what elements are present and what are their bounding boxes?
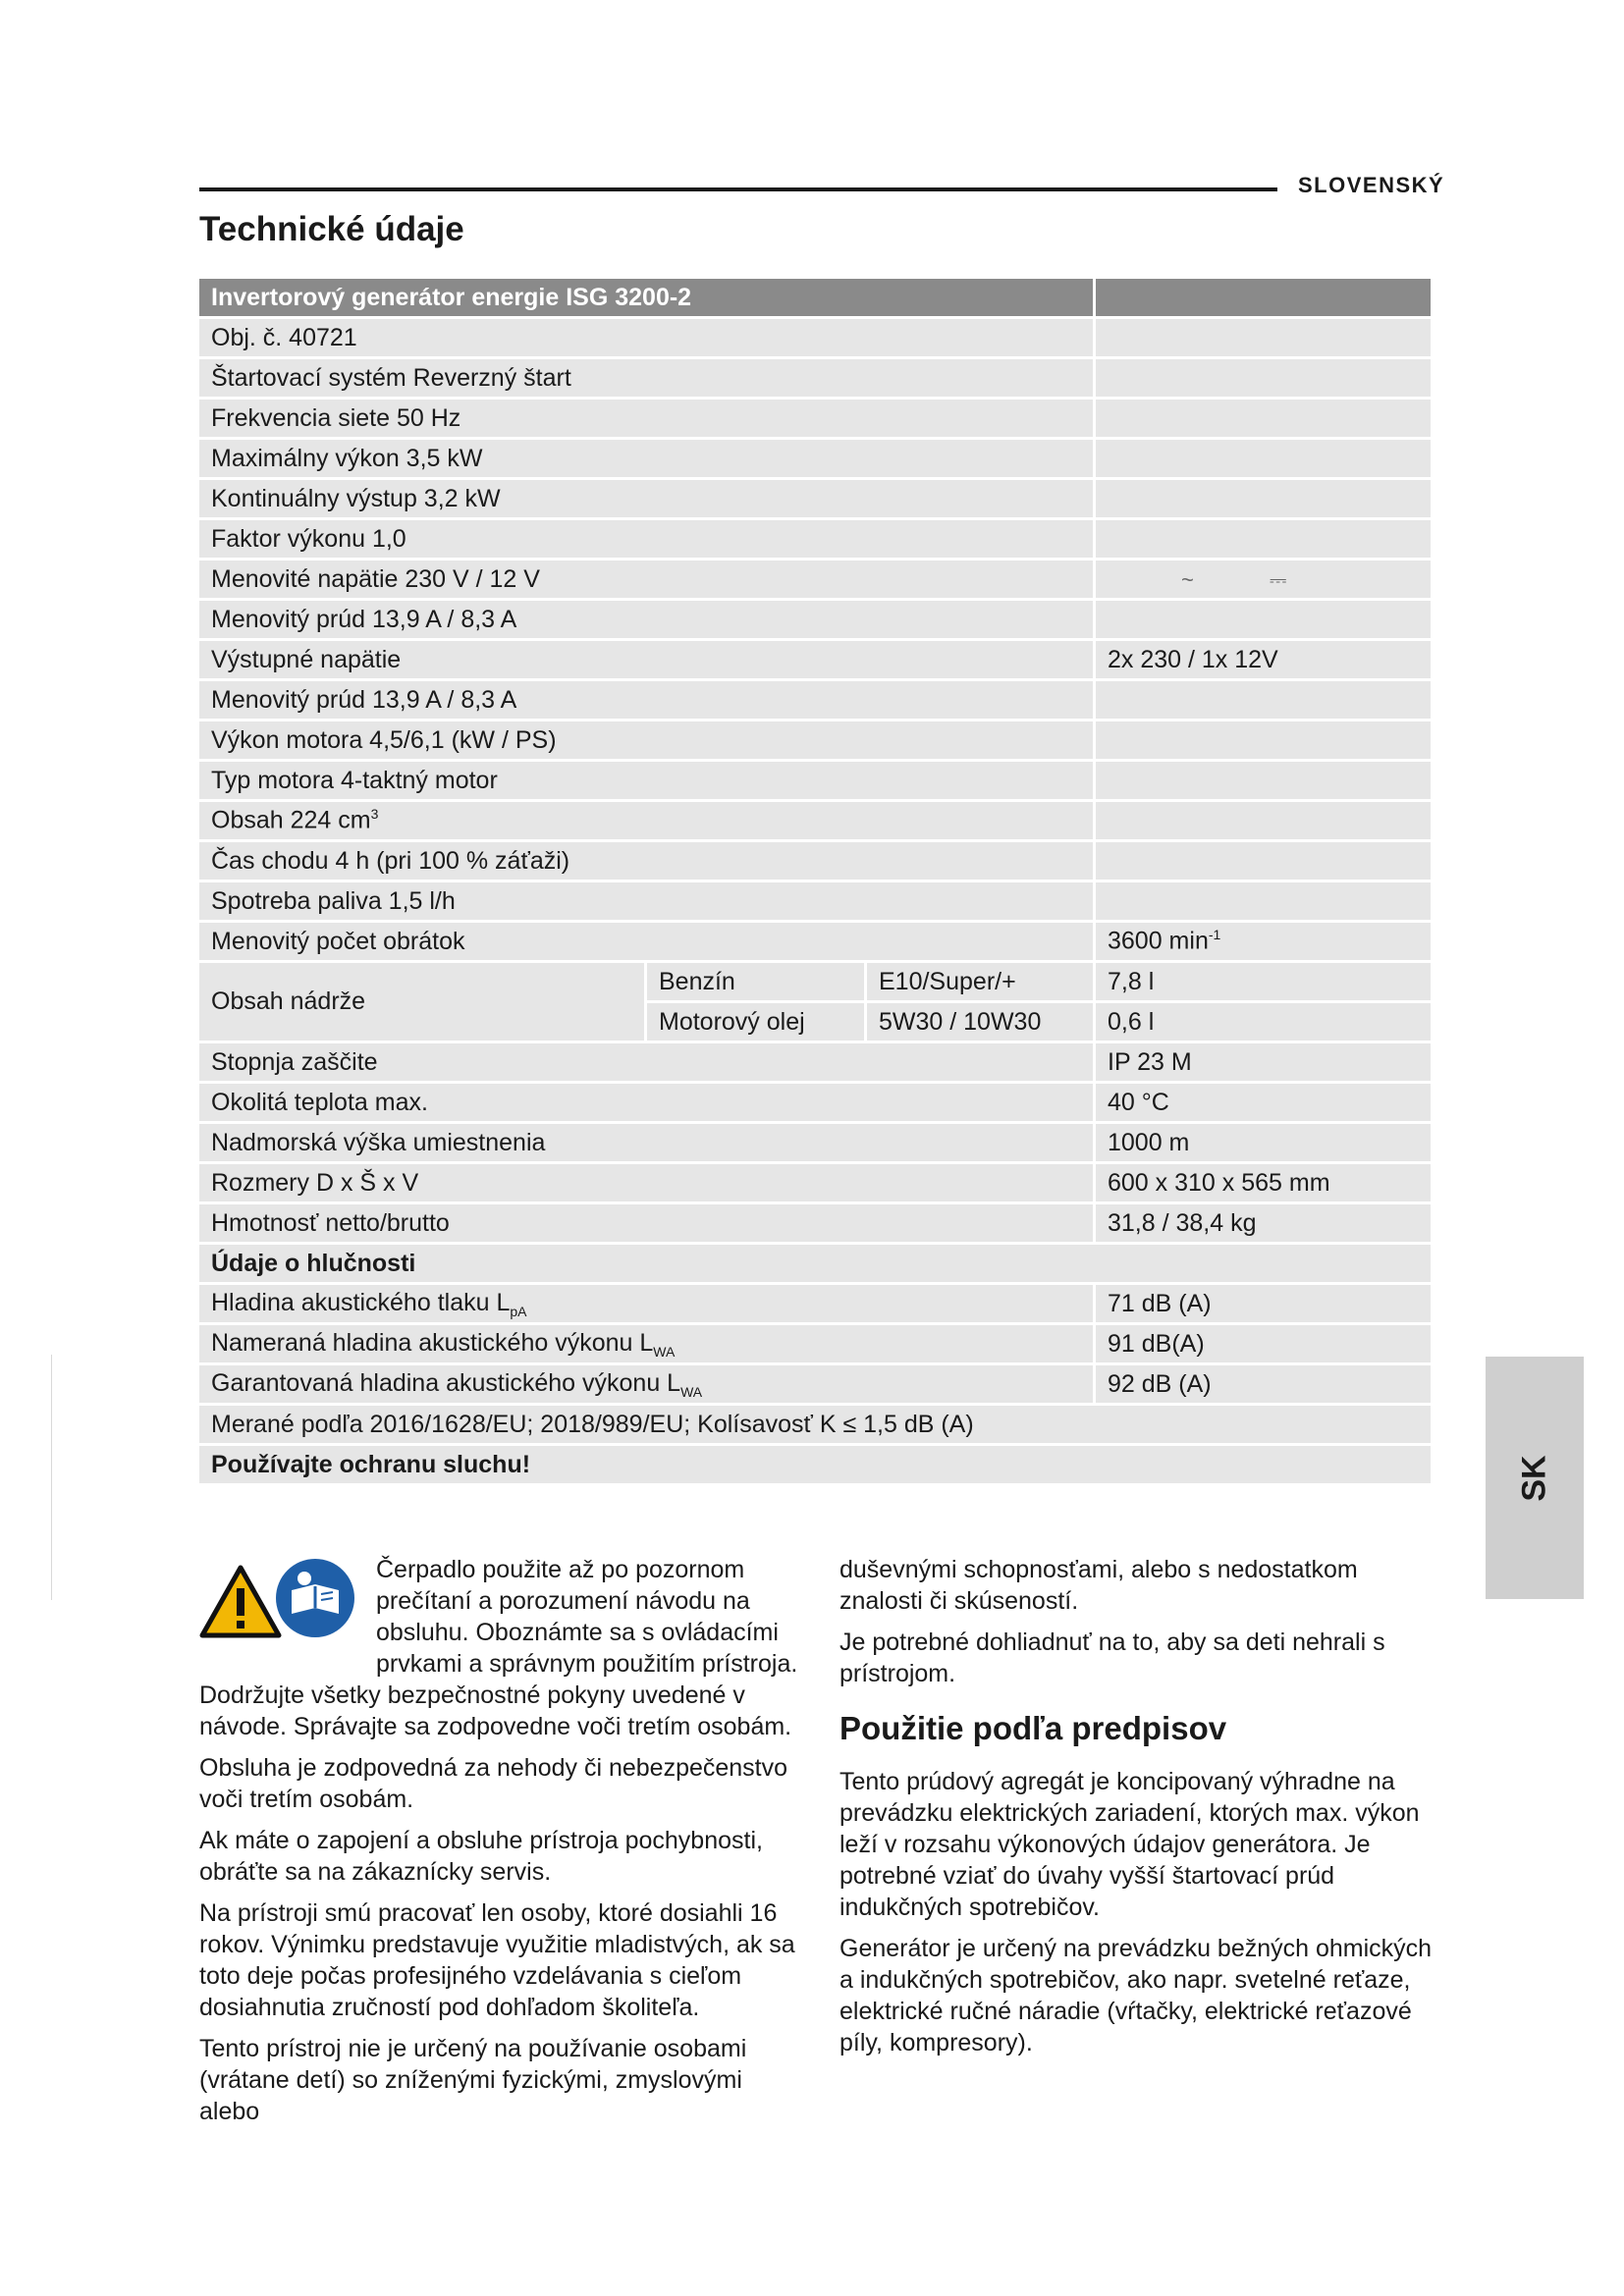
table-row <box>199 842 1434 880</box>
language-side-tab <box>1486 1357 1584 1599</box>
spec-label: Výkon motora 4,5/6,1 (kW / PS) <box>199 721 1096 759</box>
spec-label: Hmotnosť netto/brutto <box>199 1204 1096 1242</box>
table-row <box>199 400 1434 437</box>
spec-label: Obj. č. 40721 <box>199 319 1096 356</box>
spec-value <box>1096 681 1434 719</box>
spec-label: Menovitý prúd 13,9 A / 8,3 A <box>199 681 1096 719</box>
header-rule <box>199 187 1277 191</box>
rpm-value: 3600 min <box>1108 927 1209 955</box>
table-row <box>199 1245 1434 1282</box>
table-row <box>199 963 1434 1000</box>
page-title: Technické údaje <box>199 210 464 248</box>
table-row <box>199 882 1434 920</box>
measured-note: Merané podľa 2016/1628/EU; 2018/989/EU; Kolísavosť K ≤ 1,5 dB (A) <box>199 1406 1434 1443</box>
table-row <box>199 1043 1434 1081</box>
fuel-type: E10/Super/+ <box>867 963 1096 1000</box>
table-row <box>199 641 1434 678</box>
table-row <box>199 279 1434 316</box>
table-heading-empty <box>1096 279 1434 316</box>
subscript: pA <box>510 1303 527 1319</box>
side-tab-label: SK <box>1515 1454 1553 1502</box>
spec-label: Frekvencia siete 50 Hz <box>199 400 1096 437</box>
paragraph: Generátor je určený na prevádzku bežných ohmických a indukčných spotrebičov, ako napr. svetelné reťaze, elektrické ručné náradie (vŕtačky, elektrické reťazové píly, kompresory). <box>839 1935 1433 2056</box>
spec-value <box>1096 520 1434 558</box>
spec-value <box>1096 561 1434 598</box>
paragraph: Na prístroji smú pracovať len osoby, ktoré dosiahli 16 rokov. Výnimku predstavuje využitie mladistvých, ak sa toto deje počas profesijného vzdelávania s cieľom dosiahnutia zručností pod dohľadom školiteľa. <box>199 1899 795 2021</box>
spec-label: Menovitý prúd 13,9 A / 8,3 A <box>199 601 1096 638</box>
spec-value <box>1096 842 1434 880</box>
spec-value <box>1096 601 1434 638</box>
spec-label: Faktor výkonu 1,0 <box>199 520 1096 558</box>
spec-value <box>1096 882 1434 920</box>
warning-triangle-icon <box>199 1565 282 1639</box>
subscript: WA <box>653 1343 676 1360</box>
paragraph: Obsluha je zodpovedná za nehody či nebezpečenstvo voči tretím osobám. <box>199 1754 788 1813</box>
fuel-value: 7,8 l <box>1096 963 1434 1000</box>
oil-name: Motorový olej <box>647 1003 867 1041</box>
spec-label <box>199 1325 1096 1362</box>
superscript: 3 <box>370 806 379 823</box>
spec-value: 1000 m <box>1096 1124 1434 1161</box>
spec-value: 31,8 / 38,4 kg <box>1096 1204 1434 1242</box>
table-row <box>199 923 1434 960</box>
spec-value <box>1096 802 1434 839</box>
paragraph: Ak máte o zapojení a obsluhe prístroja pochybnosti, obráťte sa na zákaznícky servis. <box>199 1827 763 1886</box>
left-column <box>199 1554 808 2137</box>
spec-label: Typ motora 4-taktný motor <box>199 762 1096 799</box>
spec-value <box>1096 480 1434 517</box>
spec-value <box>1096 359 1434 397</box>
table-row <box>199 1406 1434 1443</box>
table-row <box>199 1164 1434 1201</box>
spec-label: Stopnja zaščite <box>199 1043 1096 1081</box>
noise-label: Garantovaná hladina akustického výkonu L <box>211 1368 681 1397</box>
paragraph: duševnými schopnosťami, alebo s nedostatkom znalosti či skúseností. <box>839 1556 1358 1615</box>
spec-value <box>1096 440 1434 477</box>
oil-value: 0,6 l <box>1096 1003 1434 1041</box>
spec-label: Okolitá teplota max. <box>199 1084 1096 1121</box>
spec-table <box>199 276 1434 1486</box>
read-manual-icon <box>274 1557 356 1639</box>
spec-label: Maximálny výkon 3,5 kW <box>199 440 1096 477</box>
spec-value: 2x 230 / 1x 12V <box>1096 641 1434 678</box>
table-row <box>199 681 1434 719</box>
spec-value <box>1096 923 1434 960</box>
spec-label <box>199 1285 1096 1322</box>
table-row <box>199 1446 1434 1483</box>
table-row <box>199 802 1434 839</box>
paragraph: Je potrebné dohliadnuť na to, aby sa deti nehrali s prístrojom. <box>839 1629 1385 1687</box>
table-row <box>199 440 1434 477</box>
subscript: WA <box>680 1383 703 1400</box>
spec-value: 40 °C <box>1096 1084 1434 1121</box>
oil-type: 5W30 / 10W30 <box>867 1003 1096 1041</box>
table-row <box>199 1204 1434 1242</box>
table-row <box>199 359 1434 397</box>
spec-value: 71 dB (A) <box>1096 1285 1434 1322</box>
spec-label: Štartovací systém Reverzný štart <box>199 359 1096 397</box>
table-row <box>199 319 1434 356</box>
spec-label <box>199 802 1096 839</box>
spec-value <box>1096 762 1434 799</box>
spec-label: Nadmorská výška umiestnenia <box>199 1124 1096 1161</box>
table-row <box>199 520 1434 558</box>
table-row <box>199 1365 1434 1403</box>
spec-label: Menovité napätie 230 V / 12 V <box>199 561 1096 598</box>
paragraph: Tento prúdový agregát je koncipovaný výhradne na prevádzku elektrických zariadení, ktorých max. výkon leží v rozsahu výkonových údajov generátora. Je potrebné vziať do úvahy vyšší štartovací prúd indukčných spotrebičov. <box>839 1768 1420 1921</box>
spec-label: Výstupné napätie <box>199 641 1096 678</box>
table-row <box>199 1325 1434 1362</box>
table-row <box>199 601 1434 638</box>
spec-value: 600 x 310 x 565 mm <box>1096 1164 1434 1201</box>
section-heading: Použitie podľa predpisov <box>839 1710 1227 1746</box>
table-row <box>199 1084 1434 1121</box>
table-row <box>199 1124 1434 1161</box>
table-heading: Invertorový generátor energie ISG 3200-2 <box>199 279 1096 316</box>
tank-label: Obsah nádrže <box>199 963 647 1041</box>
hearing-warning: Používajte ochranu sluchu! <box>199 1446 1434 1483</box>
table-row <box>199 480 1434 517</box>
spec-value: 92 dB (A) <box>1096 1365 1434 1403</box>
displacement-label: Obsah 224 cm <box>211 806 371 834</box>
superscript: -1 <box>1208 927 1221 943</box>
margin-line <box>51 1355 52 1600</box>
spec-value: 91 dB(A) <box>1096 1325 1434 1362</box>
spec-label: Menovitý počet obrátok <box>199 923 1096 960</box>
spec-label: Kontinuálny výstup 3,2 kW <box>199 480 1096 517</box>
spec-value <box>1096 319 1434 356</box>
dc-symbol-icon: ⎓ <box>1269 566 1287 592</box>
spec-label: Rozmery D x Š x V <box>199 1164 1096 1201</box>
paragraph: Tento prístroj nie je určený na používanie osobami (vrátane detí) so zníženými fyzickými, zmyslovými alebo <box>199 2035 747 2125</box>
language-label: SLOVENSKÝ <box>1298 173 1445 197</box>
noise-heading: Údaje o hlučnosti <box>199 1245 1434 1282</box>
table-row <box>199 1285 1434 1322</box>
noise-label: Nameraná hladina akustického výkonu L <box>211 1328 654 1357</box>
safety-icons <box>199 1557 364 1655</box>
spec-label: Spotreba paliva 1,5 l/h <box>199 882 1096 920</box>
fuel-name: Benzín <box>647 963 867 1000</box>
spec-value <box>1096 400 1434 437</box>
noise-label: Hladina akustického tlaku L <box>211 1288 511 1316</box>
table-row <box>199 721 1434 759</box>
spec-label: Čas chodu 4 h (pri 100 % záťaži) <box>199 842 1096 880</box>
ac-symbol-icon: ~ <box>1181 566 1194 592</box>
table-row <box>199 561 1434 598</box>
table-row <box>199 762 1434 799</box>
spec-label <box>199 1365 1096 1403</box>
spec-value <box>1096 721 1434 759</box>
spec-value: IP 23 M <box>1096 1043 1434 1081</box>
intro-paragraph: Čerpadlo použite až po pozornom prečítaní a porozumení návodu na obsluhu. Oboznámte sa s ovládacími prvkami a správnym použitím prístroja. Dodržujte všetky bezpečnostné pokyny uvedené v návode. Správajte sa zodpovedne voči tretím osobám. <box>199 1556 798 1740</box>
right-column <box>839 1554 1443 2068</box>
